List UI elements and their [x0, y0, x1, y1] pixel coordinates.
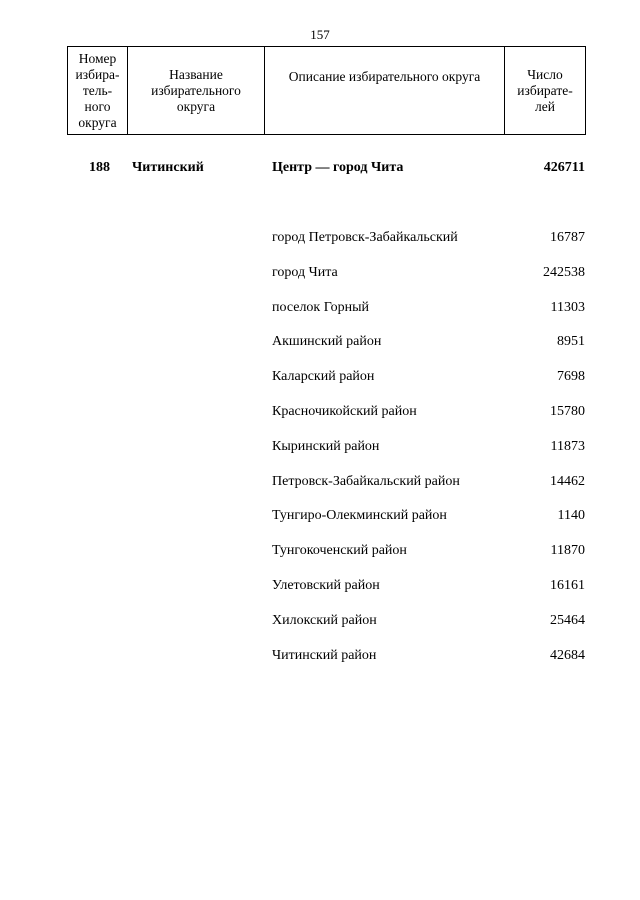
district-row	[0, 160, 640, 180]
header-line: избирательного	[151, 82, 241, 98]
list-item	[0, 507, 640, 542]
header-line: избира-	[75, 66, 120, 82]
header-line: избирате-	[517, 82, 573, 98]
subdivision-voters: 1140	[557, 508, 585, 524]
district-description: Центр — город Чита	[272, 160, 404, 175]
subdivision-voters: 7698	[557, 369, 585, 385]
subdivision-name: Хилокский район	[272, 612, 377, 628]
subdivision-name: Акшинский район	[272, 334, 382, 350]
list-item	[0, 299, 640, 334]
subdivision-voters: 25464	[550, 612, 585, 628]
subdivision-name: Каларский район	[272, 369, 375, 385]
subdivision-name: Кыринский район	[272, 438, 380, 454]
header-line: округа	[176, 98, 216, 114]
list-item	[0, 647, 640, 682]
list-item	[0, 542, 640, 577]
list-item	[0, 333, 640, 368]
header-line: Описание избирательного округа	[288, 69, 481, 84]
list-item	[0, 473, 640, 508]
list-item	[0, 438, 640, 473]
subdivision-name: город Чита	[272, 264, 338, 280]
header-line: округа	[78, 114, 117, 130]
list-item	[0, 264, 640, 299]
header-line: лей	[535, 98, 555, 114]
subdivision-voters: 16161	[550, 577, 585, 593]
list-item	[0, 229, 640, 264]
subdivision-name: Красночикойский район	[272, 403, 417, 419]
subdivision-voters: 11870	[550, 543, 585, 559]
header-district-description	[265, 47, 505, 135]
subdivision-voters: 14462	[550, 473, 585, 489]
subdivision-name: Читинский район	[272, 647, 377, 663]
table-header	[67, 46, 586, 135]
header-voter-count	[505, 47, 586, 135]
header-line: Название	[169, 66, 223, 82]
subdivision-voters: 11873	[550, 438, 585, 454]
subdivision-voters: 15780	[550, 403, 585, 419]
list-item	[0, 368, 640, 403]
subdivision-name: Тунгиро-Олекминский район	[272, 508, 447, 524]
subdivision-list	[0, 229, 640, 681]
subdivision-voters: 11303	[550, 299, 585, 315]
subdivision-voters: 8951	[557, 334, 585, 350]
subdivision-voters: 242538	[543, 264, 585, 280]
header-line: Число	[527, 66, 563, 82]
subdivision-name: Петровск-Забайкальский район	[272, 473, 460, 489]
district-number: 188	[89, 160, 110, 175]
list-item	[0, 612, 640, 647]
header-district-number	[68, 47, 128, 135]
subdivision-voters: 16787	[550, 230, 585, 245]
header-district-name	[128, 47, 265, 135]
list-item	[0, 577, 640, 612]
subdivision-name: Тунгокоченский район	[272, 543, 407, 559]
page-number: 157	[310, 27, 330, 42]
subdivision-name: Улетовский район	[272, 577, 380, 593]
district-voters: 426711	[543, 160, 585, 175]
subdivision-name: поселок Горный	[272, 299, 369, 315]
district-name: Читинский	[132, 160, 204, 175]
header-line: тель-	[82, 82, 113, 98]
header-line: ного	[84, 98, 111, 114]
subdivision-name: город Петровск-Забайкальский	[272, 230, 458, 245]
subdivision-voters: 42684	[550, 647, 585, 663]
header-line: Номер	[78, 50, 117, 66]
list-item	[0, 403, 640, 438]
